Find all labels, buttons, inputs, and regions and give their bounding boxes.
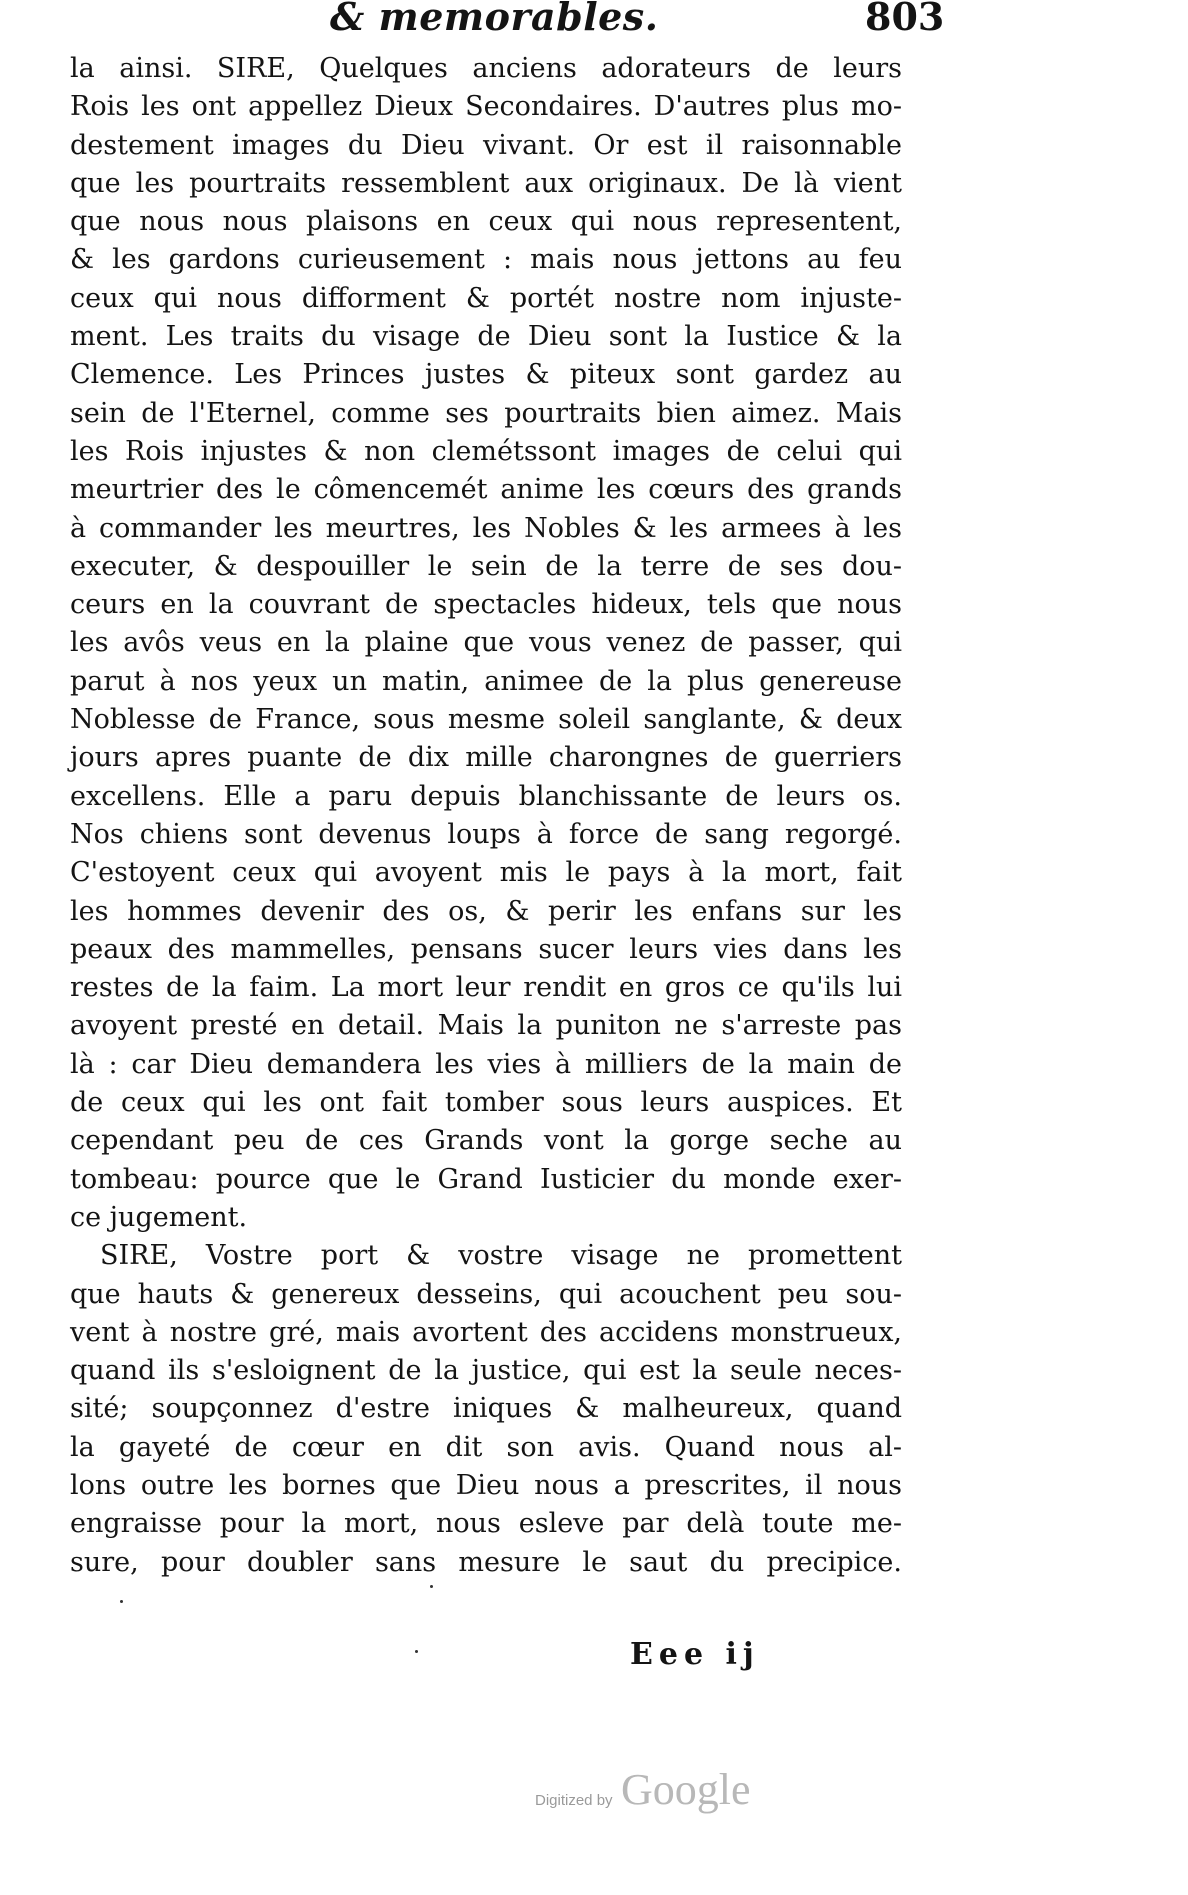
signature-mark: Eee ij: [630, 1637, 760, 1672]
text-line: sité; soupçonnez d'estre iniques & malheureux, quand: [70, 1393, 902, 1425]
text-line: ceux qui nous difforment & portét nostre nom injuste-: [70, 282, 902, 314]
text-line: sein de l'Eternel, comme ses pourtraits bien aimez. Mais: [70, 397, 902, 429]
running-title: & memorables.: [330, 0, 659, 39]
text-line: sure, pour doubler sans mesure le saut du precipice.: [70, 1546, 902, 1578]
digitized-label: Digitized by: [535, 1792, 613, 1809]
text-line: quand ils s'esloignent de la justice, qui est la seule neces-: [70, 1355, 902, 1387]
text-line: Clemence. Les Princes justes & piteux sont gardez au: [70, 359, 902, 391]
text-line: meurtrier des le cômencemét anime les cœurs des grands: [70, 474, 902, 506]
text-line: engraisse pour la mort, nous esleve par delà toute me-: [70, 1508, 902, 1540]
text-line: vent à nostre gré, mais avortent des accidens monstrueux,: [70, 1316, 902, 1348]
text-line: SIRE, Vostre port & vostre visage ne promettent: [100, 1240, 902, 1272]
text-line: les Rois injustes & non clemétssont images de celui qui: [70, 435, 902, 467]
text-line: cependant peu de ces Grands vont la gorge seche au: [70, 1125, 902, 1157]
text-line: à commander les meurtres, les Nobles & les armees à les: [70, 512, 902, 544]
text-line: avoyent presté en detail. Mais la puniton ne s'arreste pas: [70, 1010, 902, 1042]
text-line: parut à nos yeux un matin, animee de la plus genereuse: [70, 665, 902, 697]
text-line: tombeau: pource que le Grand Iusticier du monde exer-: [70, 1163, 902, 1195]
text-line: destement images du Dieu vivant. Or est il raisonnable: [70, 129, 902, 161]
text-line: que nous nous plaisons en ceux qui nous representent,: [70, 206, 902, 238]
ink-speck: [430, 1585, 433, 1588]
ink-speck: [120, 1600, 123, 1603]
text-line: ce jugement.: [70, 1201, 248, 1233]
text-line: excellens. Elle a paru depuis blanchissante de leurs os.: [70, 780, 902, 812]
text-line: Noblesse de France, sous mesme soleil sanglante, & deux: [70, 704, 902, 736]
body-text: [70, 50, 902, 1582]
text-line: Rois les ont appellez Dieux Secondaires. D'autres plus mo-: [70, 91, 902, 123]
digitized-by-google: [535, 1762, 751, 1822]
text-line: que hauts & genereux desseins, qui acouchent peu sou-: [70, 1278, 902, 1310]
text-line: les hommes devenir des os, & perir les enfans sur les: [70, 895, 902, 927]
text-line: que les pourtraits ressemblent aux originaux. De là vient: [70, 167, 902, 199]
page-number: 803: [865, 0, 945, 39]
text-line: ceurs en la couvrant de spectacles hideux, tels que nous: [70, 589, 902, 621]
running-head: [70, 0, 945, 48]
text-line: jours apres puante de dix mille charongnes de guerriers: [70, 742, 902, 774]
text-line: lons outre les bornes que Dieu nous a prescrites, il nous: [70, 1469, 902, 1501]
google-logo: Google: [621, 1765, 751, 1814]
text-line: C'estoyent ceux qui avoyent mis le pays à la mort, fait: [70, 857, 902, 889]
text-line: Nos chiens sont devenus loups à force de sang regorgé.: [70, 818, 902, 850]
text-line: la gayeté de cœur en dit son avis. Quand nous al-: [70, 1431, 902, 1463]
text-line: executer, & despouiller le sein de la terre de ses dou-: [70, 550, 902, 582]
text-line: la ainsi. SIRE, Quelques anciens adorateurs de leurs: [70, 53, 902, 84]
text-line: restes de la faim. La mort leur rendit en gros ce qu'ils lui: [70, 972, 902, 1004]
text-line: là : car Dieu demandera les vies à milliers de la main de: [70, 1048, 902, 1080]
text-line: ment. Les traits du visage de Dieu sont la Iustice & la: [70, 321, 902, 353]
text-line: les avôs veus en la plaine que vous venez de passer, qui: [70, 627, 902, 659]
text-line: peaux des mammelles, pensans sucer leurs vies dans les: [70, 933, 902, 965]
text-line: de ceux qui les ont fait tomber sous leurs auspices. Et: [70, 1087, 902, 1119]
text-line: & les gardons curieusement : mais nous jettons au feu: [70, 244, 902, 276]
ink-speck: [415, 1650, 418, 1653]
